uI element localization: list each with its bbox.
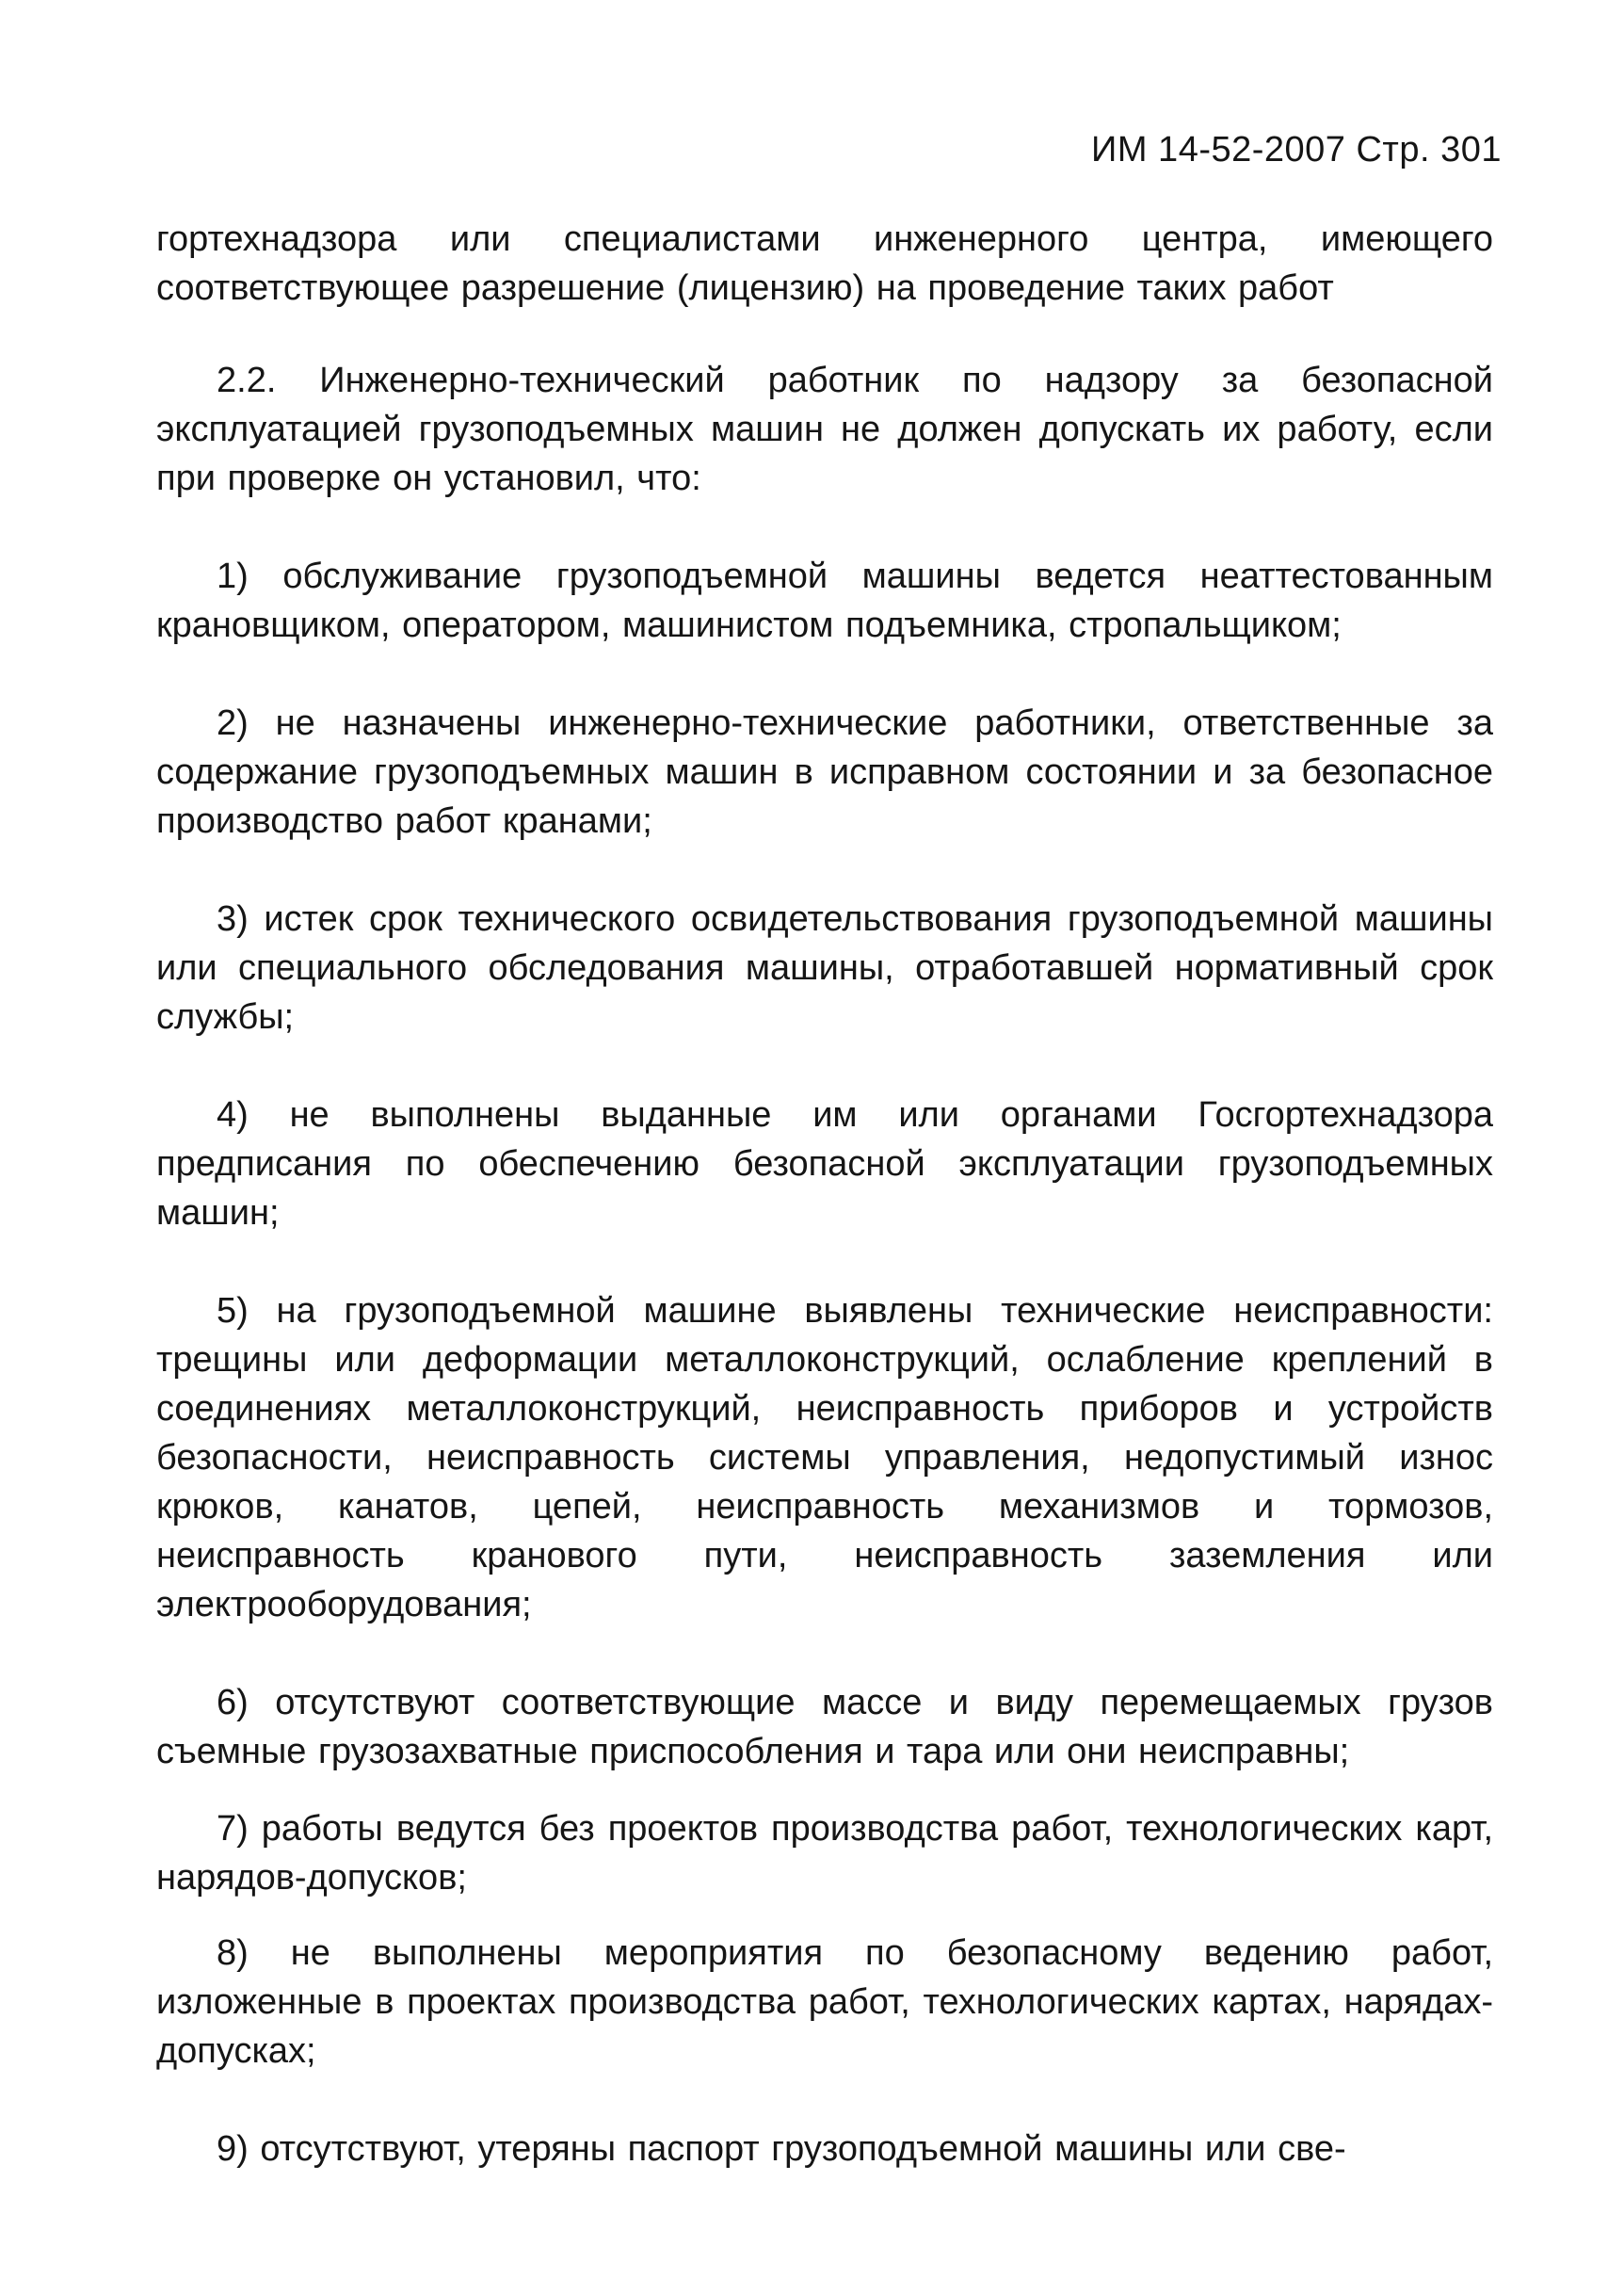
list-item-6: 6) отсутствуют соответствующие массе и виду перемещаемых грузов съемные грузозахватные приспособления и тара или они неисправны; bbox=[156, 1683, 1493, 1771]
list-item-8: 8) не выполнены мероприятия по безопасному ведению работ, изложенные в проектах производства работ, технологических картах, нарядах-допусках; bbox=[156, 1933, 1493, 2071]
paragraph-continuation: гортехнадзора или специалистами инженерного центра, имеющего соответствующее разрешение (лицензию) на проведение таких работ bbox=[156, 219, 1493, 308]
list-item-9: 9) отсутствуют, утеряны паспорт грузоподъемной машины или све- bbox=[217, 2129, 1346, 2169]
list-item-3: 3) истек срок технического освидетельствования грузоподъемной машины или специального обследования машины, отработавшей нормативный срок службы; bbox=[156, 899, 1493, 1037]
list-item-4: 4) не выполнены выданные им или органами Госгортехнадзора предписания по обеспечению безопасной эксплуатации грузоподъемных машин; bbox=[156, 1095, 1493, 1233]
list-item-5: 5) на грузоподъемной машине выявлены технические неисправности: трещины или деформации металлоконструкций, ослабление креплений в соединениях металлоконструкций, неисправность приборов и устройств безопасности, неисправность системы управления, недопустимый износ крюков, канатов, цепей, неисправность механизмов и тормозов, неисправность кранового пути, неисправность заземления или электрооборудования; bbox=[156, 1291, 1493, 1624]
paragraph-section-2-2: 2.2. Инженерно-технический работник по надзору за безопасной эксплуатацией грузоподъемных машин не должен допускать их работу, если при проверке он установил, что: bbox=[156, 361, 1493, 498]
page-header-reference: ИМ 14-52-2007 Стр. 301 bbox=[1091, 130, 1502, 170]
list-item-2: 2) не назначены инженерно-технические работники, ответственные за содержание грузоподъемных машин в исправном состоянии и за безопасное производство работ кранами; bbox=[156, 703, 1493, 841]
list-item-1: 1) обслуживание грузоподъемной машины ведется неаттестованным крановщиком, оператором, машинистом подъемника, стропальщиком; bbox=[156, 557, 1493, 645]
document-body bbox=[156, 215, 1493, 2173]
list-item-7: 7) работы ведутся без проектов производства работ, технологических карт, нарядов-допусков; bbox=[156, 1809, 1493, 1898]
